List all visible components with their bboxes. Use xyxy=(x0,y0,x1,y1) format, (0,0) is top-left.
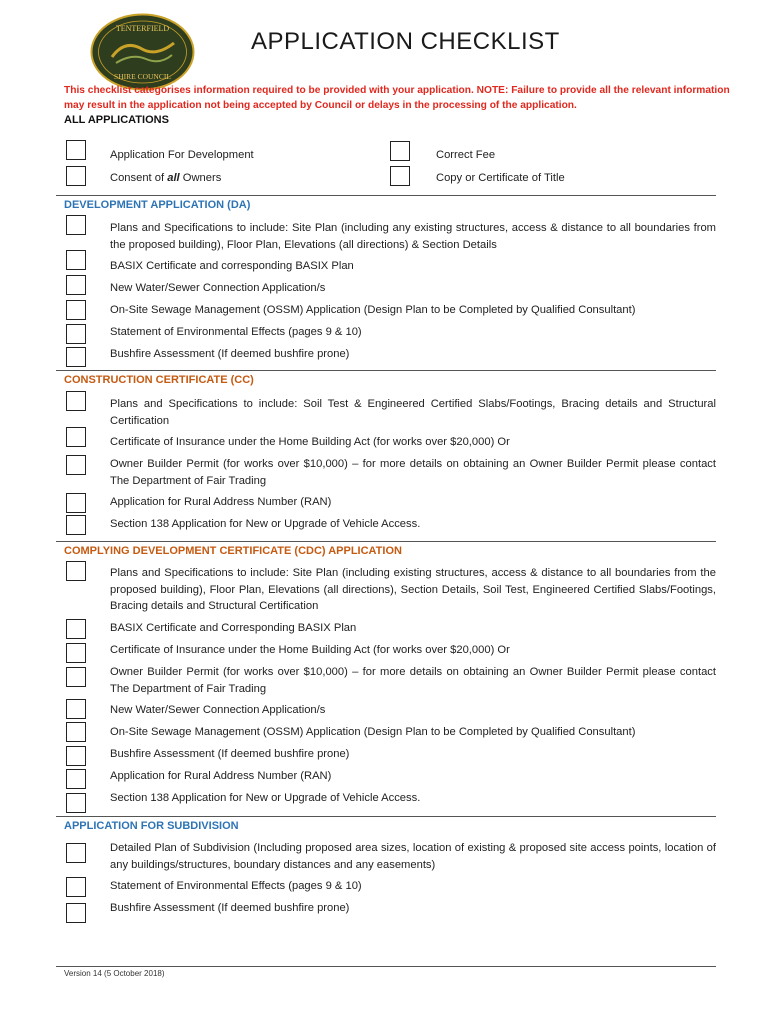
section-heading-subdivision: APPLICATION FOR SUBDIVISION xyxy=(64,820,239,832)
section-divider xyxy=(56,816,716,817)
item-cdc-ossm: On-Site Sewage Management (OSSM) Application (Design Plan to be Completed by Qualified Consultant) xyxy=(110,726,636,738)
item-da-see: Statement of Environmental Effects (pages 9 & 10) xyxy=(110,326,362,338)
item-cdc-ran: Application for Rural Address Number (RAN) xyxy=(110,770,332,782)
checkbox-cdc-plans[interactable] xyxy=(66,561,86,581)
section-heading-da: DEVELOPMENT APPLICATION (DA) xyxy=(64,199,251,211)
checkbox-cdc-ossm[interactable] xyxy=(66,722,86,742)
section-heading-all-applications: ALL APPLICATIONS xyxy=(64,114,169,126)
checkbox-da-plans[interactable] xyxy=(66,215,86,235)
item-cdc-plans: Plans and Specifications to include: Site Plan (including existing structures, access & distance to all boundaries from the proposed building), Floor Plan, Elevations (all directions), Section Details, Soil Test, Engineered Certified Slabs/Footings, Bracing details and Structural Certification xyxy=(110,567,716,612)
item-application-for-development: Application For Development xyxy=(110,149,254,161)
item-cc-section-138: Section 138 Application for New or Upgrade of Vehicle Access. xyxy=(110,518,421,530)
checkbox-sub-see[interactable] xyxy=(66,877,86,897)
section-heading-cdc: COMPLYING DEVELOPMENT CERTIFICATE (CDC) APPLICATION xyxy=(64,545,402,557)
item-cc-owner-builder: Owner Builder Permit (for works over $10,000) – for more details on obtaining an Owner Builder Permit please contact The Department of Fair Trading xyxy=(110,458,716,487)
section-divider xyxy=(56,370,716,371)
checkbox-cdc-owner-builder[interactable] xyxy=(66,667,86,687)
checkbox-cc-ran[interactable] xyxy=(66,493,86,513)
checkbox-da-ossm[interactable] xyxy=(66,300,86,320)
item-da-water-sewer: New Water/Sewer Connection Application/s xyxy=(110,282,326,294)
checkbox-cc-insurance[interactable] xyxy=(66,427,86,447)
item-cdc-water-sewer: New Water/Sewer Connection Application/s xyxy=(110,704,326,716)
checkbox-cdc-insurance[interactable] xyxy=(66,643,86,663)
item-cdc-section-138: Section 138 Application for New or Upgrade of Vehicle Access. xyxy=(110,792,421,804)
item-sub-plan: Detailed Plan of Subdivision (Including proposed area sizes, location of existing & proposed site access points, location of any buildings/structures, boundary distances and any easements) xyxy=(110,842,716,871)
checkbox-da-basix[interactable] xyxy=(66,250,86,270)
item-sub-see: Statement of Environmental Effects (pages 9 & 10) xyxy=(110,880,362,892)
page-title: APPLICATION CHECKLIST xyxy=(251,28,560,55)
item-correct-fee: Correct Fee xyxy=(436,149,496,161)
item-da-basix: BASIX Certificate and corresponding BASIX Plan xyxy=(110,260,354,272)
section-divider xyxy=(56,541,716,542)
checkbox-cdc-bushfire[interactable] xyxy=(66,746,86,766)
footer-divider xyxy=(56,966,716,967)
checkbox-da-bushfire[interactable] xyxy=(66,347,86,367)
checkbox-sub-plan[interactable] xyxy=(66,843,86,863)
checkbox-sub-bushfire[interactable] xyxy=(66,903,86,923)
checkbox-cdc-basix[interactable] xyxy=(66,619,86,639)
consent-emphasis: all xyxy=(167,172,180,184)
checkbox-da-water-sewer[interactable] xyxy=(66,275,86,295)
consent-text: Consent of xyxy=(110,172,168,184)
logo-bottom-text: SHIRE COUNCIL xyxy=(114,72,171,81)
item-sub-bushfire: Bushfire Assessment (If deemed bushfire prone) xyxy=(110,902,350,914)
item-cdc-insurance: Certificate of Insurance under the Home Building Act (for works over $20,000) Or xyxy=(110,644,510,656)
consent-tail: Owners xyxy=(179,172,222,184)
item-da-plans: Plans and Specifications to include: Site Plan (including any existing structures, access & distance to all boundaries from the proposed building), Floor Plan, Elevations (all directions) & Section Details xyxy=(110,222,716,251)
checkbox-cc-section-138[interactable] xyxy=(66,515,86,535)
checkbox-da-see[interactable] xyxy=(66,324,86,344)
section-divider xyxy=(56,195,716,196)
item-cdc-owner-builder: Owner Builder Permit (for works over $10,000) – for more details on obtaining an Owner Builder Permit please contact The Department of Fair Trading xyxy=(110,666,716,695)
notice-text: This checklist categorises information required to be provided with your application. NOTE: Failure to provide all the relevant information may result in the application not being accepted by Council or delays in the processing of the application. xyxy=(64,85,730,111)
item-cdc-bushfire: Bushfire Assessment (If deemed bushfire prone) xyxy=(110,748,350,760)
item-cdc-basix: BASIX Certificate and Corresponding BASIX Plan xyxy=(110,622,357,634)
section-heading-cc: CONSTRUCTION CERTIFICATE (CC) xyxy=(64,374,254,386)
checkbox-consent-of-all-owners[interactable] xyxy=(66,166,86,186)
item-da-ossm: On-Site Sewage Management (OSSM) Application (Design Plan to be Completed by Qualified Consultant) xyxy=(110,304,636,316)
logo-top-text: TENTERFIELD xyxy=(115,24,170,33)
checkbox-cc-owner-builder[interactable] xyxy=(66,455,86,475)
item-cc-ran: Application for Rural Address Number (RAN) xyxy=(110,496,332,508)
tenterfield-shire-council-logo xyxy=(90,13,195,91)
item-copy-of-title: Copy or Certificate of Title xyxy=(436,172,565,184)
version-footer: Version 14 (5 October 2018) xyxy=(64,969,165,978)
checkbox-cc-plans[interactable] xyxy=(66,391,86,411)
checkbox-cdc-section-138[interactable] xyxy=(66,793,86,813)
item-da-bushfire: Bushfire Assessment (If deemed bushfire prone) xyxy=(110,348,350,360)
checkbox-copy-of-title[interactable] xyxy=(390,166,410,186)
item-consent-of-all-owners xyxy=(110,170,221,187)
item-cc-insurance: Certificate of Insurance under the Home Building Act (for works over $20,000) Or xyxy=(110,436,510,448)
checkbox-cdc-water-sewer[interactable] xyxy=(66,699,86,719)
checkbox-application-for-development[interactable] xyxy=(66,140,86,160)
checkbox-correct-fee[interactable] xyxy=(390,141,410,161)
item-cc-plans: Plans and Specifications to include: Soil Test & Engineered Certified Slabs/Footings, Bracing details and Structural Certification xyxy=(110,398,716,427)
checkbox-cdc-ran[interactable] xyxy=(66,769,86,789)
